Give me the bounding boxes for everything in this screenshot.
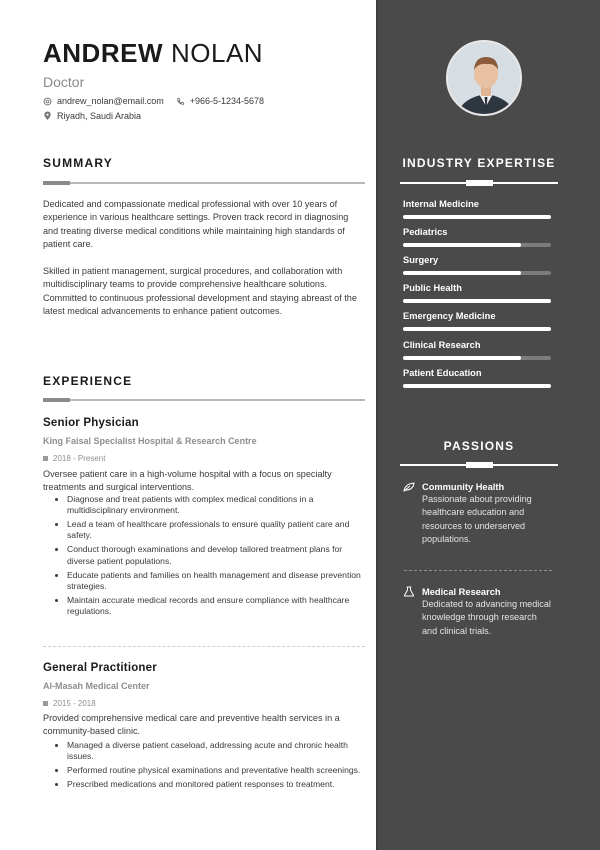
email-icon — [43, 97, 52, 106]
skill-bar — [403, 215, 551, 219]
experience-divider — [43, 399, 365, 401]
skill-fill — [403, 243, 521, 247]
skill-bar — [403, 356, 551, 360]
skill-item — [403, 283, 551, 303]
skill-fill — [403, 299, 551, 303]
passions-heading: PASSIONS — [443, 439, 515, 453]
job-bullet: Maintain accurate medical records and ensure compliance with healthcare regulations. — [43, 595, 365, 618]
skill-item — [403, 227, 551, 247]
skill-label: Internal Medicine — [403, 199, 479, 209]
passion-item — [403, 480, 553, 547]
calendar-icon — [43, 701, 48, 706]
skill-fill — [403, 384, 551, 388]
summary-heading: SUMMARY — [43, 156, 113, 170]
passion-title: Community Health — [422, 481, 505, 492]
email-item[interactable] — [43, 96, 164, 106]
skill-fill — [403, 356, 521, 360]
phone-text: +966-5-1234-5678 — [189, 96, 265, 106]
expertise-heading: INDUSTRY EXPERTISE — [402, 156, 556, 170]
first-name: ANDREW — [43, 38, 163, 68]
skill-item — [403, 255, 551, 275]
job-summary: Oversee patient care in a high-volume hospital with a focus on specialty treatments and surgical interventions. — [43, 469, 332, 492]
skill-fill — [403, 271, 521, 275]
calendar-icon — [43, 456, 48, 461]
job-dates-text: 2015 - 2018 — [53, 699, 96, 708]
job-dates — [43, 454, 105, 463]
skill-bar — [403, 271, 551, 275]
sidebar — [376, 0, 600, 850]
passion-title: Medical Research — [422, 586, 501, 597]
skill-bar — [403, 384, 551, 388]
job-dates — [43, 699, 96, 708]
experience-heading: EXPERIENCE — [43, 374, 133, 388]
job-bullet: Managed a diverse patient caseload, addressing acute and chronic health issues. — [43, 740, 365, 763]
job-dates-text: 2018 - Present — [53, 454, 106, 463]
profile-photo — [446, 40, 522, 116]
phone-item[interactable] — [176, 96, 264, 106]
job-bullet: Performed routine physical examinations and preventative health screenings. — [43, 765, 365, 776]
passion-item — [403, 585, 553, 638]
skill-bar — [403, 327, 551, 331]
passions-divider — [400, 464, 558, 466]
skill-item — [403, 199, 551, 219]
summary-paragraph-2: Skilled in patient management, surgical procedures, and collaboration with multidisciplinary teams to provide comprehensive healthcare solutions. Committed to continuous professional development and staying abreast of the latest medical advancements to enhance patient outcomes. — [43, 266, 357, 316]
job-bullet: Conduct thorough examinations and develop tailored treatment plans for diverse patient populations. — [43, 544, 365, 567]
job-bullet: Lead a team of healthcare professionals to ensure quality patient care and safety. — [43, 519, 365, 542]
job-bullet: Prescribed medications and monitored patient responses to treatment. — [43, 779, 365, 790]
phone-icon — [176, 97, 185, 106]
job-title: General Practitioner — [43, 662, 157, 674]
job-title: Senior Physician — [43, 417, 139, 429]
skill-label: Patient Education — [403, 368, 482, 378]
summary-divider — [43, 182, 365, 184]
job-summary: Provided comprehensive medical care and preventive health services in a community-based clinic. — [43, 713, 340, 736]
leaf-icon — [403, 482, 415, 492]
job-bullets — [43, 494, 365, 620]
skill-item — [403, 340, 551, 360]
job-bullet: Educate patients and families on health management and disease prevention strategies. — [43, 570, 365, 593]
skill-label: Pediatrics — [403, 227, 448, 237]
candidate-name — [43, 38, 263, 69]
skill-fill — [403, 215, 551, 219]
sidebar-edge — [376, 0, 378, 850]
expertise-divider — [400, 182, 558, 184]
skill-bar — [403, 299, 551, 303]
contact-info — [43, 94, 276, 124]
job-company: King Faisal Specialist Hospital & Research Centre — [43, 436, 257, 446]
location-pin-icon — [43, 111, 52, 121]
job-role: Doctor — [43, 74, 85, 90]
skill-label: Surgery — [403, 255, 439, 265]
skill-fill — [403, 327, 551, 331]
passion-separator — [404, 570, 552, 571]
summary-paragraph-1: Dedicated and compassionate medical professional with over 10 years of experience in various healthcare settings. Proven track record in diagnosing and treating diverse medical conditions while maintaining high standards of patient care. — [43, 199, 349, 249]
skill-item — [403, 368, 551, 388]
job-bullet: Diagnose and treat patients with complex medical conditions in a multidisciplinary environment. — [43, 494, 365, 517]
location-item — [43, 111, 141, 121]
passion-description: Dedicated to advancing medical knowledge through research and clinical trials. — [422, 599, 551, 636]
skill-bar — [403, 243, 551, 247]
email-text: andrew_nolan@email.com — [57, 96, 164, 106]
flask-icon — [403, 586, 415, 597]
skill-label: Clinical Research — [403, 340, 481, 350]
skill-label: Public Health — [403, 283, 462, 293]
job-separator — [43, 646, 365, 647]
last-name: NOLAN — [171, 38, 264, 68]
job-bullets — [43, 740, 365, 793]
passion-description: Passionate about providing healthcare education and resources to underserved populations. — [422, 494, 532, 545]
job-company: Al-Masah Medical Center — [43, 681, 150, 691]
skill-item — [403, 311, 551, 331]
location-text: Riyadh, Saudi Arabia — [57, 111, 142, 121]
skill-label: Emergency Medicine — [403, 311, 496, 321]
